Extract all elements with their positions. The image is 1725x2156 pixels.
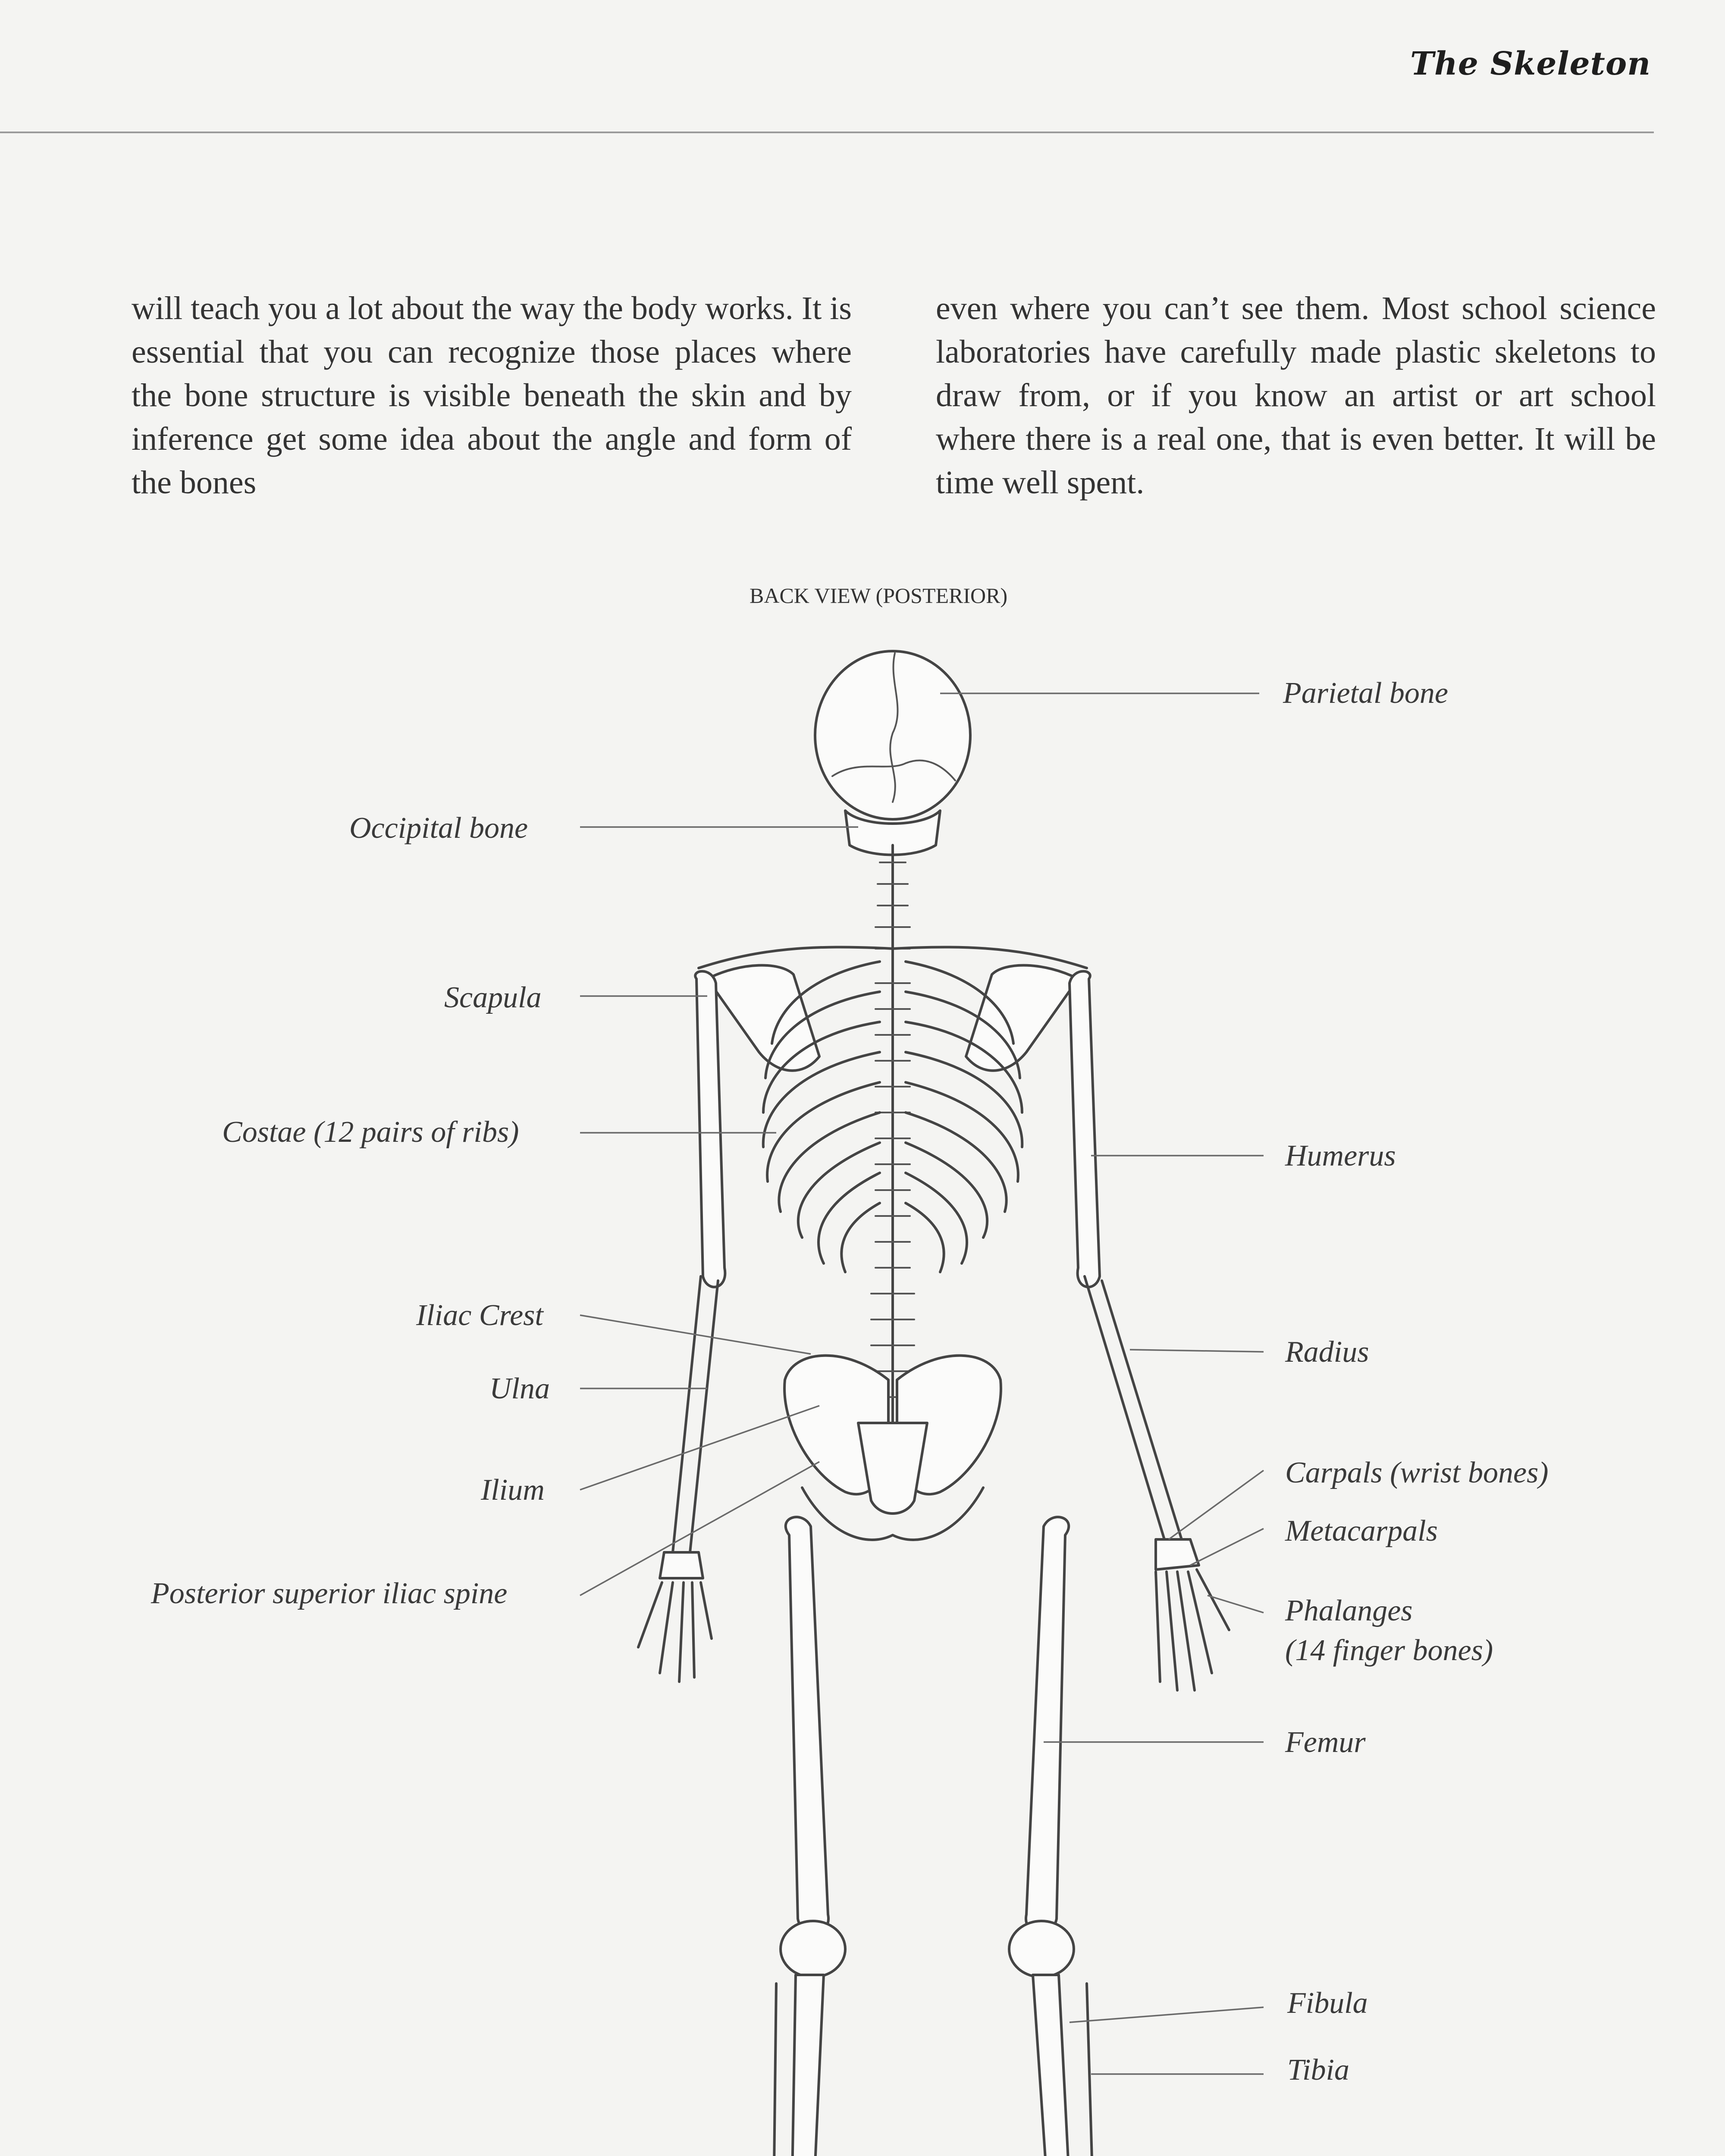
label-phalanges: Phalanges [1285,1594,1413,1627]
label-parietal-bone: Parietal bone [1283,677,1448,710]
body-text-left-column: will teach you a lot about the way the body works. It is essential that you can recognize those places where the bone structure is visible beneath the skin and by inference get some idea about the angle and form of the bones [132,290,852,501]
left-leg [742,1517,845,2156]
label-femur: Femur [1285,1726,1366,1759]
label-scapula: Scapula [444,981,542,1014]
body-text-right-column: even where you can’t see them. Most school science laboratories have carefully made plastic skeletons to draw from, or if you know an artist or art school where there is a real one, that is even better. It will be time well spent. [936,290,1656,501]
label-ulna: Ulna [489,1372,550,1405]
label-carpals: Carpals (wrist bones) [1285,1456,1549,1489]
label-tibia: Tibia [1287,2053,1349,2087]
label-fibula: Fibula [1287,1987,1368,2020]
running-title: The Skeleton [1410,45,1651,82]
vertebral-column [871,845,914,1423]
right-arm [1070,971,1229,1691]
label-occipital-bone: Occipital bone [349,812,528,845]
label-metacarpals: Metacarpals [1285,1514,1438,1548]
label-phalanges-count: (14 finger bones) [1285,1634,1493,1667]
label-posterior-superior-iliac-spine: Posterior superior iliac spine [151,1577,508,1610]
right-leg [1009,1517,1156,2156]
label-radius: Radius [1285,1335,1369,1369]
label-iliac-crest: Iliac Crest [416,1299,543,1332]
right-scapula [966,965,1078,1071]
figure-caption: BACK VIEW (POSTERIOR) [750,583,1008,608]
left-scapula [707,965,819,1071]
label-ilium: Ilium [481,1473,545,1507]
label-costae: Costae (12 pairs of ribs) [222,1116,519,1149]
skull [815,651,970,855]
label-humerus: Humerus [1285,1139,1396,1172]
